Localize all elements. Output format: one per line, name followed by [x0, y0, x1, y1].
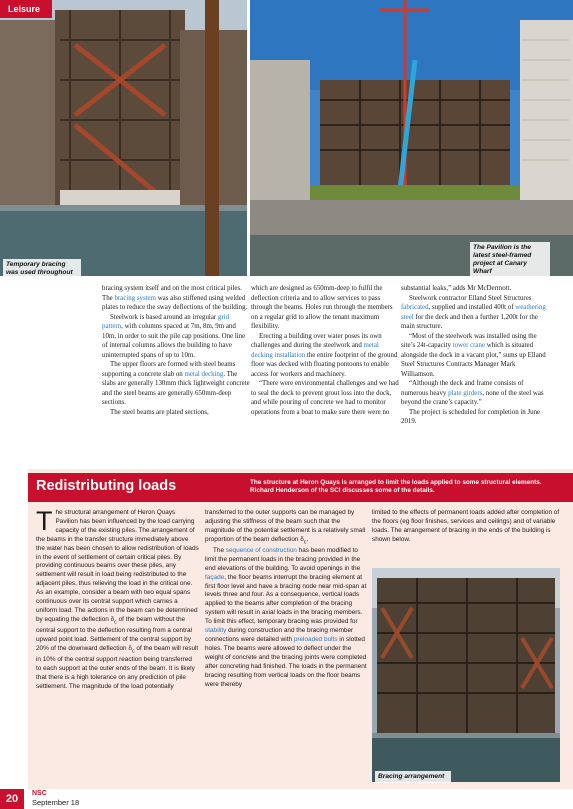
issue-date: September 18 [32, 798, 80, 807]
paragraph: bracing system itself and on the most critical piles. The bracing system was also stiffened using welded plates to reduce the sway deflections of the building. [102, 285, 248, 311]
bracing-arrangement-illustration [372, 568, 560, 782]
paragraph: The structural arrangement of Heron Quays Pavilion has been influenced by the load carrying capacity of the existing piles. The arrangement of the beams in the transfer structure immediately above the water has been chosen to allow redistribution of loads in the event of settlement of certain critical piles. By providing continuous beams over these piles, any settlement will result in load being redistributed to the adjacent piles, thus relieving the load in the critical one. As an example, consider a beam with two equal spans continuous over its central support which carries a uniform load. The actions in the beam can be determined by equating the deflection $\delta_c$ of the beam without the central support to the deflection resulting from a central upward point load. Settlement of the central support by 20% of the downward deflection $\delta_c$ of the beam will result in 10% of the central support reaction being transferred to each support at the outer ends of the beam. It is likely that there is a high tolerance on any prediction of pile settlement. The magnitude of the load potentially [36, 506, 199, 690]
plate-girders-link[interactable]: plate girders [448, 389, 483, 397]
article-column-2 [251, 284, 399, 417]
paragraph: Erecting a building over water poses its own challenges and during the steelwork and metal decking installation the entire footprint of the ground floor was decked with floating pontoons to enable access for workers and machinery. [251, 332, 398, 378]
feature-column-3 [372, 509, 562, 545]
paragraph: The project is scheduled for completion in June 2019. [401, 408, 541, 425]
feature-title: Redistributing loads [36, 478, 177, 494]
paragraph: Steelwork is based around an irregular grid pattern, with columns spaced at 7m, 8m, 9m and 10m, in order to suit the pile cap positions. One line of internal columns allows the building to have uninterrupted spans of up to 10m. [102, 313, 246, 359]
weathering-steel-link[interactable]: weathering steel [401, 304, 546, 321]
left-photo-caption: Temporary bracing was used throughout [3, 259, 81, 279]
feature-column-2 [205, 509, 367, 689]
tower-crane-link[interactable]: tower crane [452, 342, 485, 349]
article-column-1 [102, 284, 250, 417]
fabricated-link[interactable]: fabricated [401, 304, 429, 311]
paragraph: The steel beams are plated sections, [110, 408, 209, 416]
metal-decking-link[interactable]: metal decking [184, 370, 224, 378]
paragraph: “Although the deck and frame consists of numerous heavy plate girders, none of the steel was beyond the crane’s capacity.” [401, 380, 544, 406]
paragraph: “There were environmental challenges and we had to seal the deck to prevent grout loss into the dock, and while pouring of concrete we had to monitor operations from a boat to make sure there were no [251, 380, 399, 416]
preloaded-bolts-link[interactable]: preloaded bolts [293, 635, 338, 643]
paragraph: substantial leaks,” adds Mr McDermott. [401, 285, 512, 292]
facade-link[interactable]: façade [205, 573, 225, 581]
temporary-bracing-photo [0, 0, 247, 276]
temporary-bracing-illustration [0, 0, 247, 276]
stability-link[interactable]: stability [205, 627, 227, 635]
paragraph: The sequence of construction has been modified to limit the permanent loads in the bracing provided in the end elevations of the building. To avoid openings in the façade, the floor beams interrupt the bracing element at first floor level and have a bracing node near mid-span at levels three and four. As a consequence, vertical loads applied to the beams after completion of the bracing system will result in axial loads in the bracing members. To limit this effect, temporary bracing was provided for stability during construction and the bracing member connections were detailed with preloaded bolts in slotted holes. The beams were allowed to deflect under the weight of concrete and the bracing joints were completed after concreting had finished. The loads in the permanent bracing resulting from vertical loads on the floor beams were thereby [205, 546, 367, 688]
section-label: Leisure [0, 0, 52, 18]
page-number: 20 [0, 789, 24, 809]
feature-column-1 [36, 506, 199, 692]
bracing-arrangement-photo [372, 568, 560, 782]
paragraph: The upper floors are formed with steel beams supporting a concrete slab on metal decking. The slabs are generally 130mm thick lightweight concrete and the steel beams are generally 650mm-deep sections. [102, 361, 250, 406]
paragraph: “Most of the steelwork was installed using the site’s 24t-capacity tower crane which is situated alongside the dock in a vacant plot,” sums up Elland Steel Structures Contracts Manager Mark Williamson. [401, 332, 546, 378]
paragraph: limited to the effects of permanent loads added after completion of the floors (eg floor finishes, services and ceilings) and of variable loads. The arrangement of bracing in the ends of the building is shown below. [372, 509, 560, 543]
drop-cap: T [36, 506, 53, 536]
bracing-photo-caption: Bracing arrangement [375, 771, 451, 783]
paragraph: transferred to the outer supports can be managed by adjusting the stiffness of the beam such that the magnitude of the potential settlement is a relatively small proportion of the beam deflection $\delta_c$. [205, 509, 366, 545]
sequence-of-construction-link[interactable]: sequence of construction [225, 546, 297, 554]
pavilion-illustration [250, 0, 573, 276]
grid-pattern-link[interactable]: grid pattern [102, 313, 230, 330]
publication-name: NSC [32, 790, 47, 797]
feature-subtitle: The structure at Heron Quays is arranged to limit the loads applied to some structural elements. Richard Henderson of the SCI discusses some of the details. [250, 479, 542, 494]
paragraph: which are designed as 650mm-deep to fulfil the deflection criteria and to allow services to pass through the beams. Holes run through the members on a regular grid to allow the tenant maximum flexibility. [251, 285, 393, 330]
paragraph: Steelwork contractor Elland Steel Structures fabricated, supplied and installed 400t of weathering steel for the deck and then a further 1,200t for the main structure. [401, 294, 546, 330]
article-column-3 [401, 284, 549, 427]
right-photo-caption: The Pavilion is the latest steel-framed project at Canary Wharf [470, 242, 550, 278]
metal-decking-installation-link[interactable]: metal decking installation [251, 342, 379, 359]
pavilion-photo [250, 0, 573, 276]
bracing-system-link[interactable]: bracing system [114, 294, 156, 302]
